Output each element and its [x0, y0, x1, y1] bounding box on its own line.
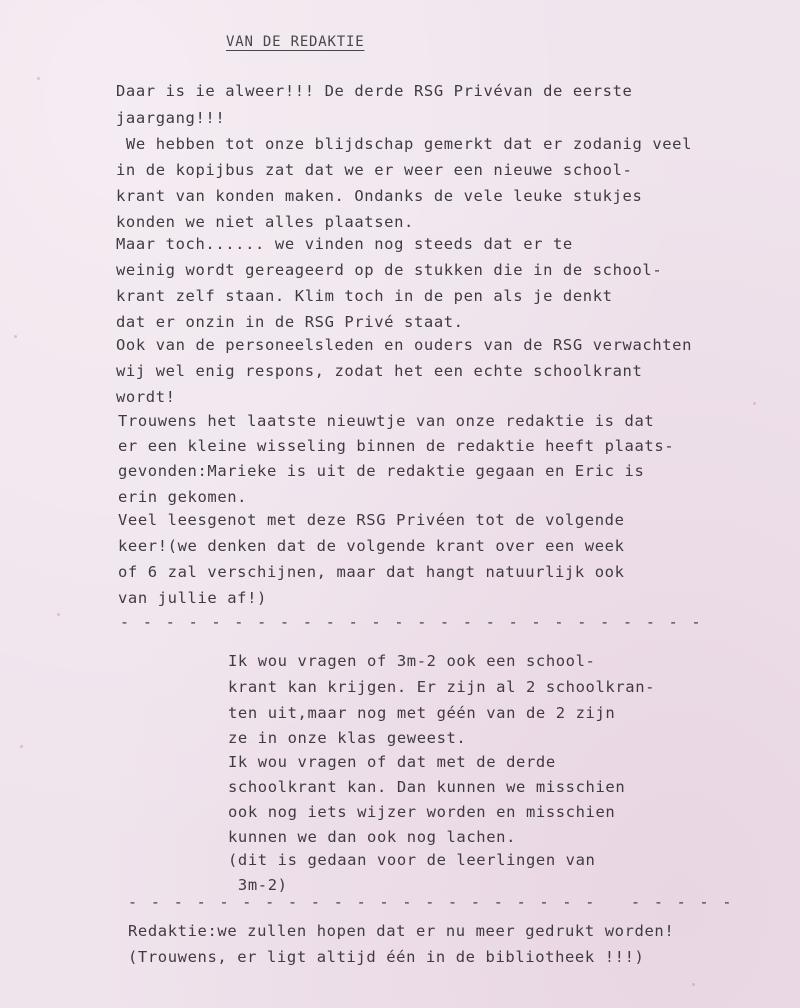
text-line: kunnen we dan ook nog lachen.: [228, 828, 517, 846]
text-line: (Trouwens, er ligt altijd één in de bibliotheek !!!): [128, 948, 645, 966]
paper-speck: [14, 335, 17, 338]
text-line: ook nog iets wijzer worden en misschien: [228, 803, 616, 821]
text-line: Trouwens het laatste nieuwtje van onze redaktie is dat: [118, 412, 655, 430]
text-line: schoolkrant kan. Dan kunnen we misschien: [228, 778, 626, 796]
text-line: wij wel enig respons, zodat het een echte schoolkrant: [116, 362, 643, 380]
paper-speck: [20, 745, 23, 748]
text-line: gevonden:Marieke is uit de redaktie gegaan en Eric is: [118, 462, 645, 480]
text-line: Redaktie:we zullen hopen dat er nu meer gedrukt worden!: [128, 922, 675, 940]
text-line: erin gekomen.: [118, 488, 248, 506]
page-title: VAN DE REDAKTIE: [226, 34, 365, 50]
text-line: krant kan krijgen. Er zijn al 2 schoolkran-: [228, 678, 656, 696]
paper-speck: [753, 402, 756, 405]
text-line: wordt!: [116, 388, 176, 406]
paper-speck: [57, 613, 60, 616]
text-line: weinig wordt gereageerd op de stukken die in de school-: [116, 261, 663, 279]
text-line: Ook van de personeelsleden en ouders van de RSG verwachten: [116, 336, 693, 354]
text-line: ze in onze klas geweest.: [228, 729, 467, 747]
text-line: er een kleine wisseling binnen de redaktie heeft plaats-: [118, 437, 675, 455]
dashed-separator: - - - - - - - - - - - - - - - - - - - - - - - - - -: [128, 893, 734, 911]
text-line: jaargang!!!: [116, 109, 226, 127]
paper-speck: [37, 77, 40, 80]
text-line: konden we niet alles plaatsen.: [116, 213, 414, 231]
text-line: 3m-2): [228, 876, 288, 894]
text-line: krant zelf staan. Klim toch in de pen als je denkt: [116, 287, 613, 305]
text-line: ten uit,maar nog met géén van de 2 zijn: [228, 704, 616, 722]
text-line: Ik wou vragen of dat met de derde: [228, 753, 556, 771]
text-line: dat er onzin in de RSG Privé staat.: [116, 313, 464, 331]
text-line: in de kopijbus zat dat we er weer een nieuwe school-: [116, 161, 633, 179]
text-line: Ik wou vragen of 3m-2 ook een school-: [228, 652, 596, 670]
dashed-separator: - - - - - - - - - - - - - - - - - - - - - - - - - -: [120, 613, 703, 631]
text-line: krant van konden maken. Ondanks de vele leuke stukjes: [116, 187, 643, 205]
text-line: (dit is gedaan voor de leerlingen van: [228, 851, 596, 869]
text-line: Veel leesgenot met deze RSG Privéen tot de volgende: [118, 511, 625, 529]
text-line: of 6 zal verschijnen, maar dat hangt natuurlijk ook: [118, 563, 625, 581]
text-line: Daar is ie alweer!!! De derde RSG Privévan de eerste: [116, 82, 633, 100]
text-line: keer!(we denken dat de volgende krant over een week: [118, 537, 625, 555]
text-line: We hebben tot onze blijdschap gemerkt dat er zodanig veel: [116, 135, 693, 153]
text-line: Maar toch...... we vinden nog steeds dat er te: [116, 235, 573, 253]
text-line: van jullie af!): [118, 589, 267, 607]
paper-speck: [692, 983, 695, 986]
